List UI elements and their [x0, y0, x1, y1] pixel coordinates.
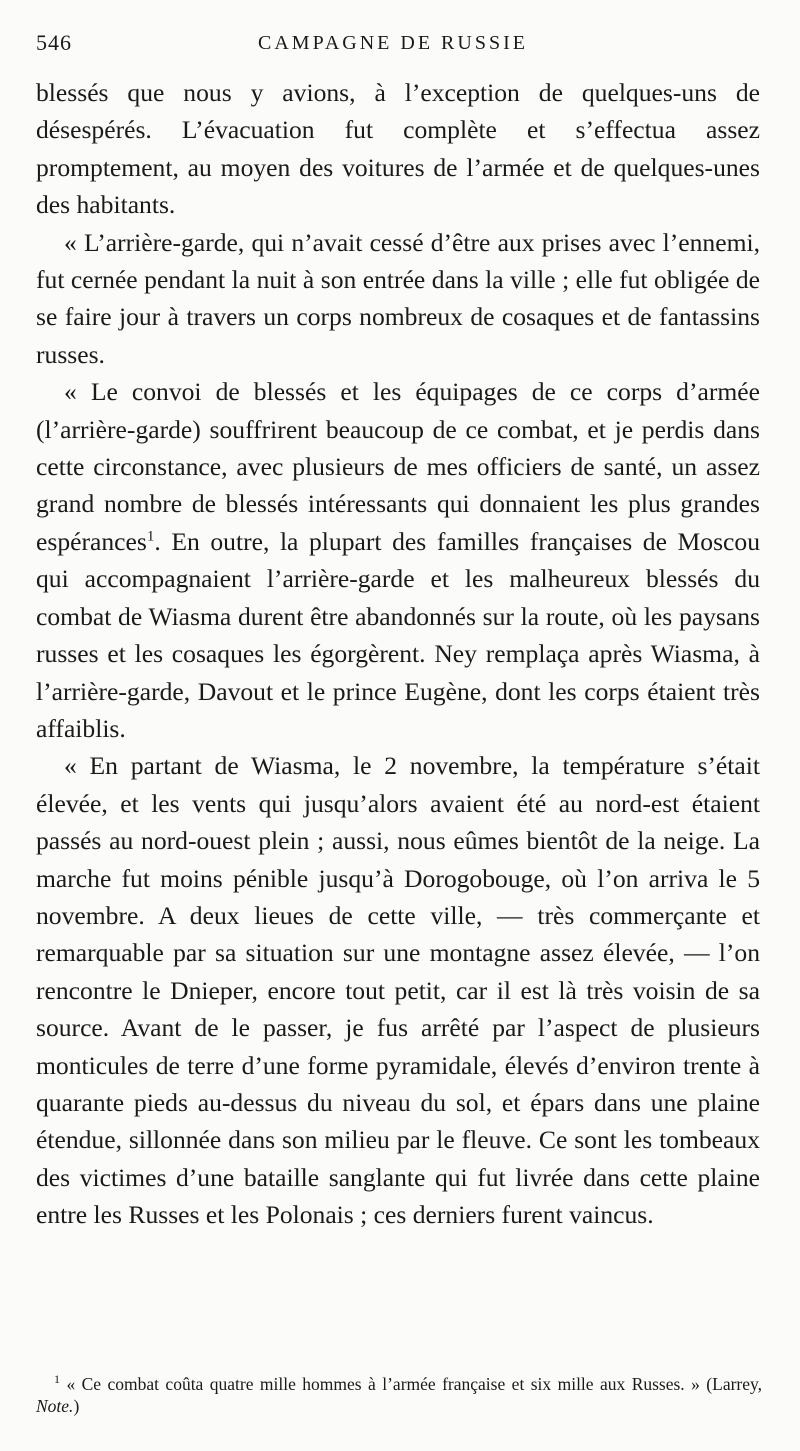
paragraph-3 [36, 373, 760, 747]
paragraph-3-text-a: « Le convoi de blessés et les équipages de ce corps d’armée (l’arrière-garde) souffrirent beaucoup de ce combat, et je perdis dans cette circonstance, avec plusieurs de mes officiers de santé, un assez grand nombre de blessés intéressants qui donnaient les plus grandes espérances [36, 377, 760, 556]
footnote-source: Note. [36, 1396, 74, 1416]
page-number: 546 [36, 30, 72, 55]
running-title: CAMPAGNE DE RUSSIE [258, 32, 528, 54]
paragraph-1: blessés que nous y avions, à l’exception de quelques-uns de désespérés. L’évacuation fut complète et s’effectua assez promptement, au moyen des voitures de l’armée et de quelques-unes des habitants. [36, 78, 760, 220]
footnote-text: « Ce combat coûta quatre mille hommes à l’armée française et six mille aux Russes. » (Larrey, [66, 1374, 762, 1394]
page-header [36, 26, 756, 62]
body-text [36, 74, 760, 1234]
paragraph-2: « L’arrière-garde, qui n’avait cessé d’être aux prises avec l’ennemi, fut cernée pendant la nuit à son entrée dans la ville ; elle fut obligée de se faire jour à travers un corps nombreux de cosaques et de fantassins russes. [36, 227, 760, 369]
paragraph-4: « En partant de Wiasma, le 2 novembre, la température s’était élevée, et les vents qui jusqu’alors avaient été au nord-est étaient passés au nord-ouest plein ; aussi, nous eûmes bientôt de la neige. La marche fut moins pénible jusqu’à Dorogobouge, où l’on arriva le 5 novembre. A deux lieues de cette ville, — très commerçante et remarquable par sa situation sur une montagne assez élevée, — l’on rencontre le Dnieper, encore tout petit, car il est là très voisin de sa source. Avant de le passer, je fus arrêté par l’aspect de plusieurs monticules de terre d’une forme pyramidale, élevés d’environ trente à quarante pieds au-dessus du niveau du sol, et épars dans une plaine étendue, sillonnée dans son milieu par le fleuve. Ce sont les tombeaux des victimes d’une bataille sanglante qui fut livrée dans cette plaine entre les Russes et les Polonais ; ces derniers furent vaincus. [36, 751, 760, 1230]
footnote [36, 1373, 762, 1417]
paragraph-3-text-b: . En outre, la plupart des familles françaises de Moscou qui accompagnaient l’arrière-garde et les malheureux blessés du combat de Wiasma durent être abandonnés sur la route, où les paysans russes et les cosaques les égorgèrent. Ney remplaça après Wiasma, à l’arrière-garde, Davout et le prince Eugène, dont les corps étaient très affaiblis. [36, 526, 760, 743]
footnote-mark: 1 [54, 1372, 60, 1387]
footnote-reference: 1 [146, 528, 155, 545]
footnote-closing: ) [73, 1396, 80, 1416]
